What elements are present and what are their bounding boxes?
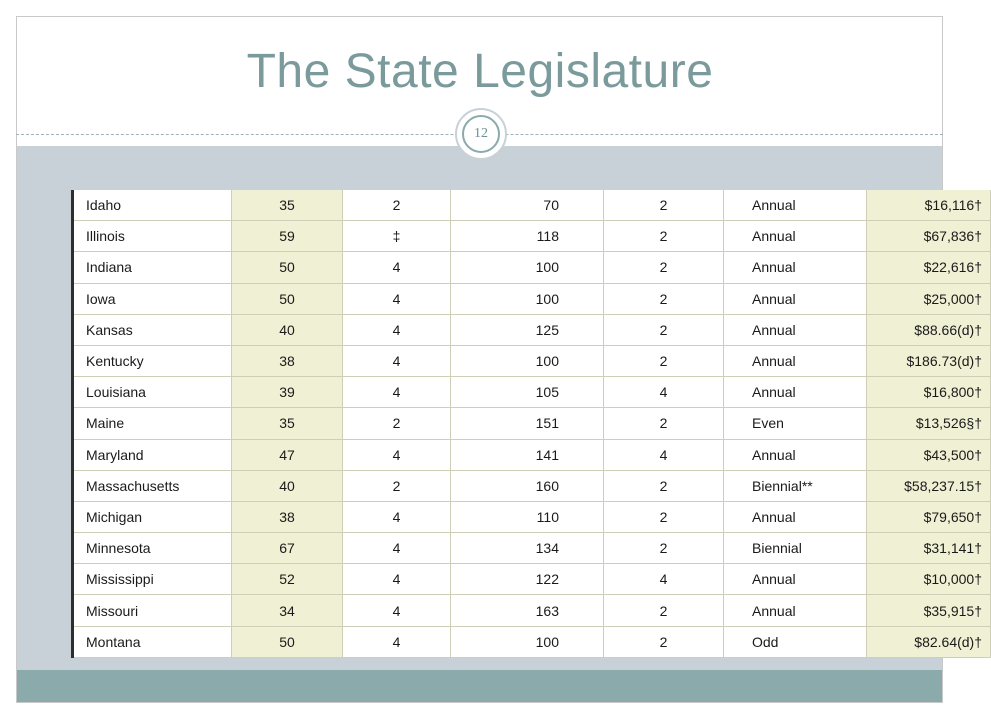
house-size-cell: 100	[451, 345, 604, 376]
senate-size-cell: 40	[232, 314, 343, 345]
senate-term-cell: 2	[343, 470, 451, 501]
senate-size-cell: 59	[232, 221, 343, 252]
senate-term-cell: 4	[343, 595, 451, 626]
table-row	[73, 533, 991, 564]
session-cell: Biennial	[724, 533, 867, 564]
house-size-cell: 105	[451, 377, 604, 408]
session-cell: Biennial**	[724, 470, 867, 501]
session-cell: Annual	[724, 190, 867, 221]
salary-cell: $22,616†	[867, 252, 991, 283]
house-term-cell: 4	[604, 377, 724, 408]
salary-cell: $82.64(d)†	[867, 626, 991, 657]
state-cell: Kentucky	[73, 345, 232, 376]
table-row	[73, 408, 991, 439]
salary-cell: $58,237.15†	[867, 470, 991, 501]
house-term-cell: 2	[604, 595, 724, 626]
session-cell: Odd	[724, 626, 867, 657]
senate-term-cell: ‡	[343, 221, 451, 252]
house-size-cell: 163	[451, 595, 604, 626]
senate-size-cell: 40	[232, 470, 343, 501]
house-term-cell: 2	[604, 501, 724, 532]
session-cell: Annual	[724, 564, 867, 595]
session-cell: Annual	[724, 501, 867, 532]
senate-term-cell: 4	[343, 533, 451, 564]
salary-cell: $79,650†	[867, 501, 991, 532]
senate-size-cell: 35	[232, 408, 343, 439]
table-row	[73, 564, 991, 595]
session-cell: Annual	[724, 595, 867, 626]
table-row	[73, 470, 991, 501]
senate-term-cell: 4	[343, 283, 451, 314]
house-size-cell: 122	[451, 564, 604, 595]
footer-bar	[17, 670, 942, 702]
house-size-cell: 100	[451, 252, 604, 283]
table-row	[73, 626, 991, 657]
senate-size-cell: 50	[232, 252, 343, 283]
house-size-cell: 100	[451, 283, 604, 314]
table-row	[73, 283, 991, 314]
house-size-cell: 160	[451, 470, 604, 501]
state-cell: Idaho	[73, 190, 232, 221]
session-cell: Annual	[724, 221, 867, 252]
table-row	[73, 345, 991, 376]
table-row	[73, 595, 991, 626]
session-cell: Annual	[724, 314, 867, 345]
session-cell: Annual	[724, 283, 867, 314]
senate-term-cell: 4	[343, 252, 451, 283]
senate-term-cell: 4	[343, 501, 451, 532]
senate-size-cell: 35	[232, 190, 343, 221]
state-cell: Kansas	[73, 314, 232, 345]
senate-term-cell: 2	[343, 408, 451, 439]
salary-cell: $10,000†	[867, 564, 991, 595]
senate-size-cell: 38	[232, 345, 343, 376]
page-number-badge	[455, 108, 507, 160]
house-term-cell: 2	[604, 190, 724, 221]
house-term-cell: 2	[604, 470, 724, 501]
senate-size-cell: 50	[232, 283, 343, 314]
table-row	[73, 501, 991, 532]
salary-cell: $43,500†	[867, 439, 991, 470]
house-term-cell: 4	[604, 439, 724, 470]
legislature-table-image	[71, 190, 982, 650]
table-row	[73, 377, 991, 408]
session-cell: Even	[724, 408, 867, 439]
house-size-cell: 134	[451, 533, 604, 564]
senate-size-cell: 47	[232, 439, 343, 470]
house-term-cell: 2	[604, 221, 724, 252]
table-row	[73, 190, 991, 221]
state-cell: Missouri	[73, 595, 232, 626]
state-cell: Maryland	[73, 439, 232, 470]
senate-term-cell: 4	[343, 564, 451, 595]
salary-cell: $186.73(d)†	[867, 345, 991, 376]
state-cell: Louisiana	[73, 377, 232, 408]
house-size-cell: 110	[451, 501, 604, 532]
table-row	[73, 221, 991, 252]
state-cell: Iowa	[73, 283, 232, 314]
senate-term-cell: 4	[343, 314, 451, 345]
senate-size-cell: 38	[232, 501, 343, 532]
house-size-cell: 125	[451, 314, 604, 345]
page-number: 12	[462, 115, 500, 153]
house-size-cell: 151	[451, 408, 604, 439]
senate-term-cell: 2	[343, 190, 451, 221]
senate-size-cell: 50	[232, 626, 343, 657]
house-term-cell: 2	[604, 283, 724, 314]
state-cell: Mississippi	[73, 564, 232, 595]
table-row	[73, 252, 991, 283]
senate-term-cell: 4	[343, 439, 451, 470]
legislature-table	[71, 190, 991, 658]
senate-term-cell: 4	[343, 626, 451, 657]
house-size-cell: 100	[451, 626, 604, 657]
salary-cell: $31,141†	[867, 533, 991, 564]
session-cell: Annual	[724, 377, 867, 408]
session-cell: Annual	[724, 439, 867, 470]
senate-term-cell: 4	[343, 345, 451, 376]
state-cell: Illinois	[73, 221, 232, 252]
session-cell: Annual	[724, 345, 867, 376]
house-size-cell: 70	[451, 190, 604, 221]
house-term-cell: 2	[604, 252, 724, 283]
salary-cell: $16,800†	[867, 377, 991, 408]
house-term-cell: 2	[604, 345, 724, 376]
salary-cell: $25,000†	[867, 283, 991, 314]
salary-cell: $67,836†	[867, 221, 991, 252]
senate-size-cell: 52	[232, 564, 343, 595]
state-cell: Maine	[73, 408, 232, 439]
house-size-cell: 141	[451, 439, 604, 470]
state-cell: Massachusetts	[73, 470, 232, 501]
house-term-cell: 2	[604, 314, 724, 345]
senate-size-cell: 39	[232, 377, 343, 408]
table-body	[73, 190, 991, 657]
salary-cell: $35,915†	[867, 595, 991, 626]
slide-title: The State Legislature	[246, 45, 714, 98]
state-cell: Michigan	[73, 501, 232, 532]
state-cell: Minnesota	[73, 533, 232, 564]
senate-size-cell: 67	[232, 533, 343, 564]
house-term-cell: 4	[604, 564, 724, 595]
salary-cell: $13,526§†	[867, 408, 991, 439]
senate-size-cell: 34	[232, 595, 343, 626]
house-size-cell: 118	[451, 221, 604, 252]
salary-cell: $88.66(d)†	[867, 314, 991, 345]
table-row	[73, 439, 991, 470]
salary-cell: $16,116†	[867, 190, 991, 221]
state-cell: Indiana	[73, 252, 232, 283]
senate-term-cell: 4	[343, 377, 451, 408]
table-row	[73, 314, 991, 345]
session-cell: Annual	[724, 252, 867, 283]
house-term-cell: 2	[604, 408, 724, 439]
state-cell: Montana	[73, 626, 232, 657]
house-term-cell: 2	[604, 626, 724, 657]
house-term-cell: 2	[604, 533, 724, 564]
